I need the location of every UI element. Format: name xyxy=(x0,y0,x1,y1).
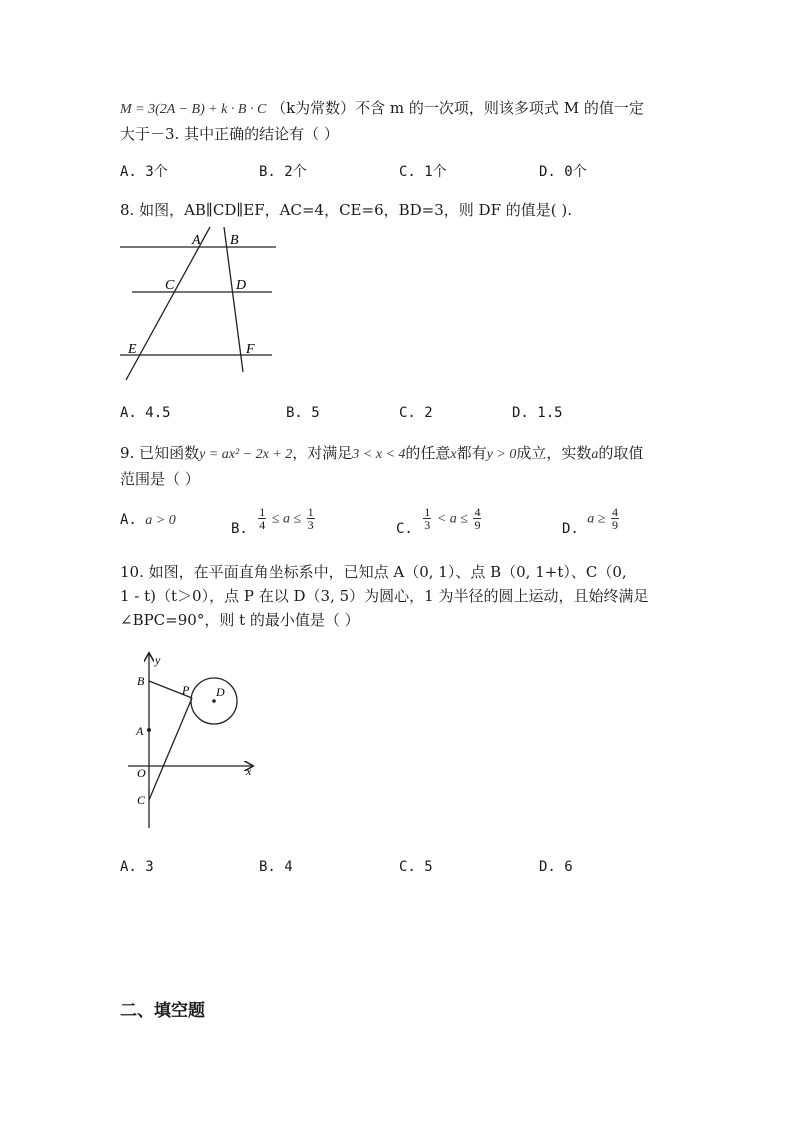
q10-line3: ∠BPC=90°，则 t 的最小值是（ ） xyxy=(120,611,360,629)
q9-choice-a[interactable] xyxy=(120,512,176,529)
label-y: y xyxy=(155,653,161,667)
transversal-bdf xyxy=(224,227,243,372)
frac-den: 3 xyxy=(424,518,431,532)
frac-den: 9 xyxy=(611,518,618,532)
q9-choices xyxy=(0,506,794,542)
q8-stem: 8. 如图，AB∥CD∥EF，AC=4，CE=6，BD=3，则 DF 的值是( ). xyxy=(120,201,572,219)
q8-figure xyxy=(110,222,290,387)
q9-var-a: a xyxy=(591,447,599,462)
label-c: C xyxy=(165,278,175,293)
label-p: P xyxy=(182,683,190,697)
frac-num: 1 xyxy=(259,505,266,519)
label-b: B xyxy=(137,674,145,688)
q9-text-c: 的任意 xyxy=(405,444,451,462)
q9-text-f: 的取值 xyxy=(598,444,644,462)
q9-var-x: x xyxy=(450,447,457,462)
q9-d-mid: a ≥ xyxy=(587,511,609,527)
q9-c-hi-frac xyxy=(473,506,481,531)
q10-choice-b[interactable]: B. 4 xyxy=(259,859,293,875)
q7-choice-d[interactable]: D. 0个 xyxy=(539,164,587,180)
frac-den: 3 xyxy=(307,518,314,532)
q9-choice-d-label: D. xyxy=(562,520,579,537)
point-a xyxy=(147,728,151,732)
label-d: D xyxy=(216,685,225,699)
q9-func: y = ax² − 2x + 2 xyxy=(199,447,293,462)
q9-text-e: 成立，实数 xyxy=(516,444,592,462)
q9-text-b: ，对满足 xyxy=(292,444,353,462)
q10-line1: 10. 如图，在平面直角坐标系中，已知点 A（0, 1）、点 B（0, 1+t）、C（0, xyxy=(120,563,627,581)
q8-choice-a[interactable]: A. 4.5 xyxy=(120,405,171,421)
q9-cond: 3 < x < 4 xyxy=(352,447,406,462)
q9-b-hi-frac xyxy=(307,506,315,531)
q8-choice-b[interactable]: B. 5 xyxy=(286,405,320,421)
q8-choice-d[interactable]: D. 1.5 xyxy=(512,405,563,421)
transversal-ace xyxy=(126,227,210,380)
frac-num: 4 xyxy=(474,505,481,519)
q9-c-mid: < a ≤ xyxy=(433,511,472,527)
label-a: A xyxy=(136,724,144,738)
q9-choice-a-label: A. xyxy=(120,512,137,528)
q7-choice-b[interactable]: B. 2个 xyxy=(259,164,307,180)
q10-line2: 1 - t)（t＞0），点 P 在以 D（3, 5）为圆心，1 为半径的圆上运动，且始终满足 xyxy=(120,587,649,605)
q9-choice-b[interactable] xyxy=(231,505,317,537)
q9-text-d: 都有 xyxy=(456,444,487,462)
segment-pc xyxy=(149,698,192,800)
q7-choice-a[interactable]: A. 3个 xyxy=(120,164,168,180)
q9-cond2: y > 0 xyxy=(486,447,517,462)
q9-line2: 范围是（ ） xyxy=(120,470,200,488)
q9-b-lo-frac xyxy=(258,506,266,531)
frac-num: 4 xyxy=(611,505,618,519)
q9-line1 xyxy=(120,442,643,463)
label-o: O xyxy=(137,766,146,780)
q9-choice-b-label: B. xyxy=(231,520,248,537)
q10-choice-a[interactable]: A. 3 xyxy=(120,859,154,875)
label-x: x xyxy=(246,764,252,778)
label-d: D xyxy=(236,278,247,293)
q9-d-hi-frac xyxy=(611,506,619,531)
q9-b-mid: ≤ a ≤ xyxy=(268,511,305,527)
label-e: E xyxy=(128,342,137,357)
q9-text-a: 9. 已知函数 xyxy=(120,444,200,462)
label-b: B xyxy=(230,233,239,248)
q7-line2: 大于－3. 其中正确的结论有（ ） xyxy=(120,125,339,143)
frac-num: 1 xyxy=(307,505,314,519)
q9-choice-c-label: C. xyxy=(396,520,413,537)
point-d xyxy=(212,699,216,703)
q9-choice-a-expr: a > 0 xyxy=(145,513,176,528)
label-c: C xyxy=(137,793,146,807)
section-heading: 二、填空题 xyxy=(120,1001,205,1021)
label-f: F xyxy=(246,342,255,357)
q8-choice-c[interactable]: C. 2 xyxy=(399,405,433,421)
q10-figure xyxy=(128,648,268,833)
label-a: A xyxy=(192,233,201,248)
q9-choice-d[interactable] xyxy=(562,505,621,537)
frac-num: 1 xyxy=(424,505,431,519)
q7-formula: M = 3(2A − B) + k · B · C xyxy=(120,102,267,117)
q10-choice-c[interactable]: C. 5 xyxy=(399,859,433,875)
frac-den: 9 xyxy=(474,518,481,532)
q9-c-lo-frac xyxy=(423,506,431,531)
q9-choice-c[interactable] xyxy=(396,505,483,537)
q7-line1 xyxy=(120,97,644,118)
frac-den: 4 xyxy=(259,518,266,532)
q10-choice-d[interactable]: D. 6 xyxy=(539,859,573,875)
q7-line1-text: （k为常数）不含 m 的一次项，则该多项式 M 的值一定 xyxy=(271,99,644,117)
q7-choice-c[interactable]: C. 1个 xyxy=(399,164,447,180)
